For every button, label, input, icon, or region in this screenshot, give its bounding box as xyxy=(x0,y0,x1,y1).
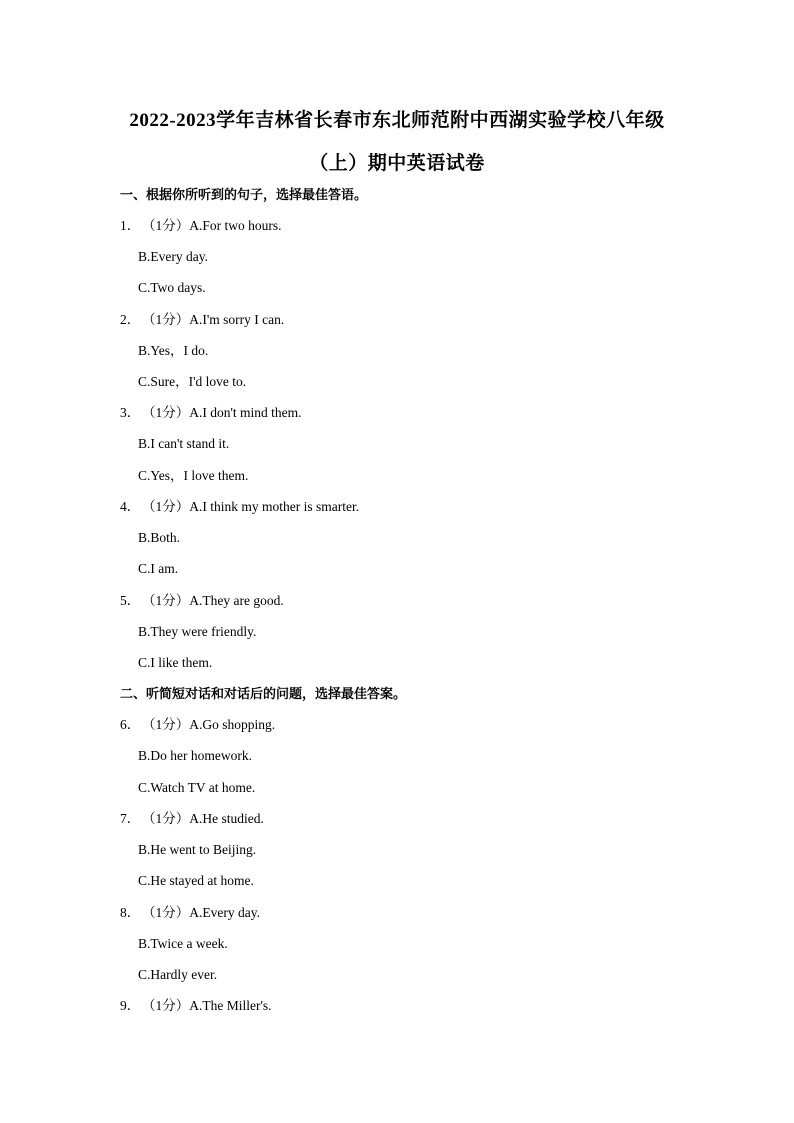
option-a: A.I think my mother is smarter. xyxy=(189,499,360,514)
option-a: A.I'm sorry I can. xyxy=(189,312,285,327)
question-number: 1． xyxy=(120,218,141,233)
option-a: A.He studied. xyxy=(189,811,264,826)
option-b: B.Yes，I do. xyxy=(138,343,209,358)
option-c: C.Watch TV at home. xyxy=(138,780,256,795)
question-number: 7． xyxy=(120,811,141,826)
option-a: A.I don't mind them. xyxy=(189,405,302,420)
question-number: 9． xyxy=(120,998,141,1013)
option-c: C.Hardly ever. xyxy=(138,967,218,982)
question-score: （1分） xyxy=(142,717,190,732)
option-b: B.Both. xyxy=(138,530,181,545)
option-c: C.He stayed at home. xyxy=(138,873,254,888)
option-b: B.I can't stand it. xyxy=(138,436,230,451)
question-7 xyxy=(120,810,264,828)
question-number: 4． xyxy=(120,499,141,514)
question-number: 6． xyxy=(120,717,141,732)
question-6 xyxy=(120,716,275,734)
section-heading-2: 二、听简短对话和对话后的问题，选择最佳答案。 xyxy=(120,686,407,701)
option-c: C.Two days. xyxy=(138,280,206,295)
option-c: C.Sure，I'd love to. xyxy=(138,374,247,389)
option-a: A.Every day. xyxy=(189,905,260,920)
question-5 xyxy=(120,592,284,610)
question-score: （1分） xyxy=(142,218,190,233)
option-b: B.Every day. xyxy=(138,249,208,264)
question-score: （1分） xyxy=(142,593,190,608)
question-score: （1分） xyxy=(142,499,190,514)
question-score: （1分） xyxy=(142,811,190,826)
option-c: C.I like them. xyxy=(138,655,213,670)
option-c: C.Yes，I love them. xyxy=(138,468,249,483)
question-number: 3． xyxy=(120,405,141,420)
option-b: B.Do her homework. xyxy=(138,748,252,763)
question-score: （1分） xyxy=(142,405,190,420)
option-b: B.Twice a week. xyxy=(138,936,228,951)
option-a: A.They are good. xyxy=(189,593,284,608)
question-number: 2． xyxy=(120,312,141,327)
option-b: B.They were friendly. xyxy=(138,624,257,639)
question-number: 5． xyxy=(120,593,141,608)
question-4 xyxy=(120,498,359,516)
exam-title-line2: （上）期中英语试卷 xyxy=(309,153,485,174)
option-b: B.He went to Beijing. xyxy=(138,842,257,857)
option-c: C.I am. xyxy=(138,561,179,576)
option-a: A.Go shopping. xyxy=(189,717,276,732)
question-number: 8． xyxy=(120,905,141,920)
question-8 xyxy=(120,904,260,922)
option-a: A.For two hours. xyxy=(189,218,282,233)
question-3 xyxy=(120,404,302,422)
question-9 xyxy=(120,997,272,1015)
question-score: （1分） xyxy=(142,905,190,920)
question-2 xyxy=(120,311,284,329)
section-heading-1: 一、根据你所听到的句子，选择最佳答语。 xyxy=(120,187,368,202)
option-a: A.The Miller's. xyxy=(189,998,272,1013)
question-score: （1分） xyxy=(142,998,190,1013)
question-1 xyxy=(120,217,282,235)
question-score: （1分） xyxy=(142,312,190,327)
exam-title-line1: 2022-2023学年吉林省长春市东北师范附中西湖实验学校八年级 xyxy=(129,110,665,131)
